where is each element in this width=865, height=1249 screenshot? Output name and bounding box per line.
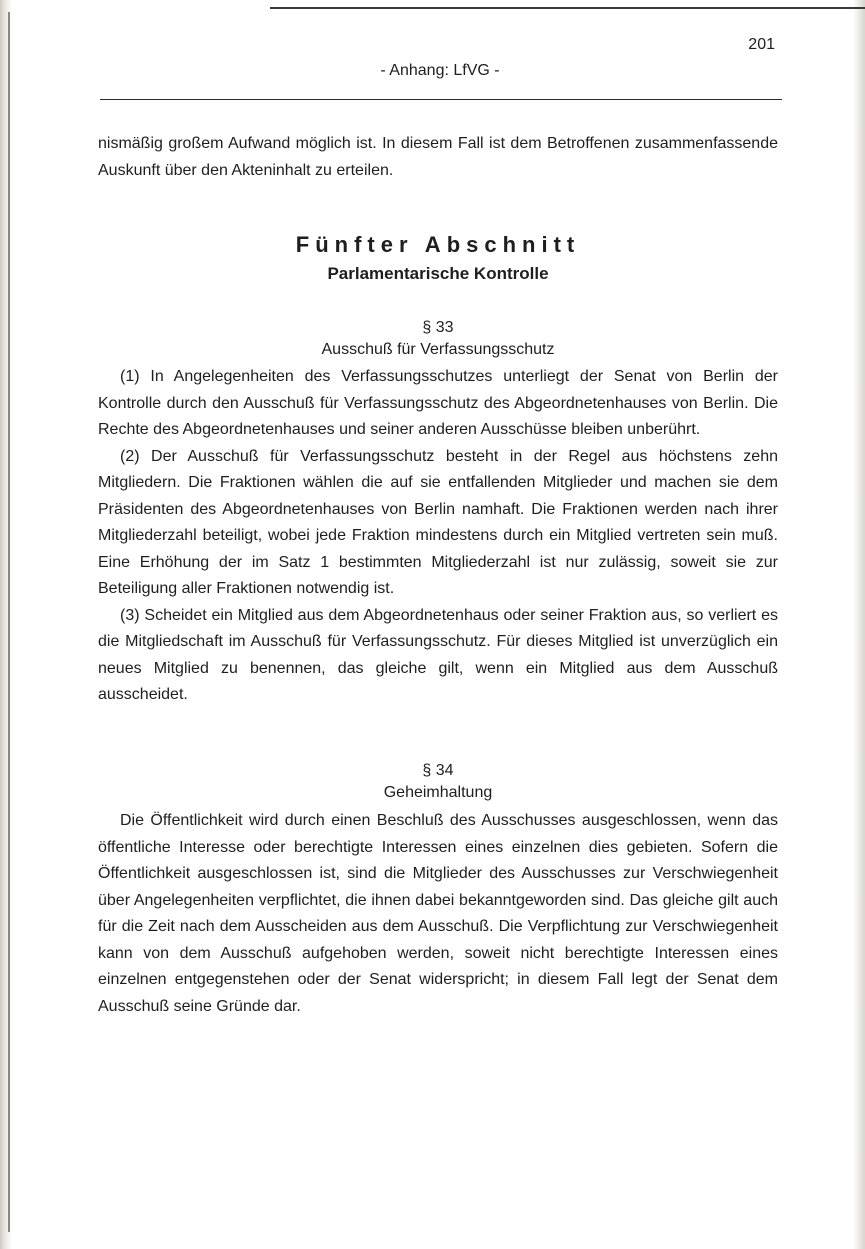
- binding-line: [8, 12, 10, 1232]
- top-edge-rule: [270, 7, 865, 9]
- section-title: Fünfter Abschnitt: [295, 232, 581, 257]
- page-left-edge: [0, 0, 12, 1249]
- paragraph-34-text: Die Öffentlichkeit wird durch einen Beschluß des Ausschusses ausgeschlossen, wenn das öffentliche Interesse oder berechtigte Interessen eines einzelnen dies gebieten. Sofern die Öffentlichkeit ausgeschlossen ist, sind die Mitglieder des Ausschusses zur Verschwiegenheit über Angelegenheiten verpflichtet, die ihnen dabei bekanntgeworden sind. Das gleiche gilt auch für die Zeit nach dem Ausscheiden aus dem Ausschuß. Die Verpflichtung zur Verschwiegenheit kann von dem Ausschuß aufgehoben werden, soweit nicht berechtigte Interessen eines einzelnen entgegenstehen oder der Senat widerspricht; in diesem Fall legt der Senat dem Ausschuß seine Gründe dar.: [98, 812, 778, 1015]
- page-number: 201: [748, 36, 775, 53]
- header-rule: [100, 99, 782, 100]
- paragraph-34-body: [98, 808, 778, 1020]
- continuation-text: [98, 131, 778, 184]
- running-head: - Anhang: LfVG -: [380, 62, 500, 79]
- continuation-paragraph: nismäßig großem Aufwand möglich ist. In diesem Fall ist dem Betroffenen zusammenfassende Auskunft über den Akteninhalt zu erteilen.: [98, 135, 778, 179]
- section-subtitle: Parlamentarische Kontrolle: [327, 264, 549, 283]
- paragraph-33-title: Ausschuß für Verfassungsschutz: [321, 341, 555, 358]
- paragraph-33-number: § 33: [422, 319, 454, 336]
- page-right-edge: [853, 0, 865, 1249]
- paragraph-33-body: [98, 364, 778, 709]
- paragraph-33-subsection-3: (3) Scheidet ein Mitglied aus dem Abgeordnetenhaus oder seiner Fraktion aus, so verliert es die Mitgliedschaft im Ausschuß für Verfassungsschutz. Für dieses Mitglied ist unverzüglich ein neues Mitglied zu benennen, das gleiche gilt, wenn ein Mitglied aus dem Ausschuß ausscheidet.: [98, 606, 778, 703]
- paragraph-33-subsection-2: (2) Der Ausschuß für Verfassungsschutz besteht in der Regel aus höchstens zehn Mitgliedern. Die Fraktionen wählen die auf sie entfallenden Mitglieder und machen sie dem Präsidenten des Abgeordnetenhauses von Berlin namhaft. Die Fraktionen werden nach ihrer Mitgliederzahl beteiligt, wobei jede Fraktion mindestens durch ein Mitglied vertreten sein muß. Eine Erhöhung der im Satz 1 bestimmten Mitgliederzahl ist nur zulässig, soweit sie zur Beteiligung aller Fraktionen notwendig ist.: [98, 447, 778, 597]
- paragraph-33-subsection-1: (1) In Angelegenheiten des Verfassungsschutzes unterliegt der Senat von Berlin der Kontrolle durch den Ausschuß für Verfassungsschutz des Abgeordnetenhauses von Berlin. Die Rechte des Abgeordnetenhauses und seiner anderen Ausschüsse bleiben unberührt.: [98, 368, 778, 438]
- paragraph-34-number: § 34: [422, 762, 454, 779]
- paragraph-34-title: Geheimhaltung: [383, 784, 493, 801]
